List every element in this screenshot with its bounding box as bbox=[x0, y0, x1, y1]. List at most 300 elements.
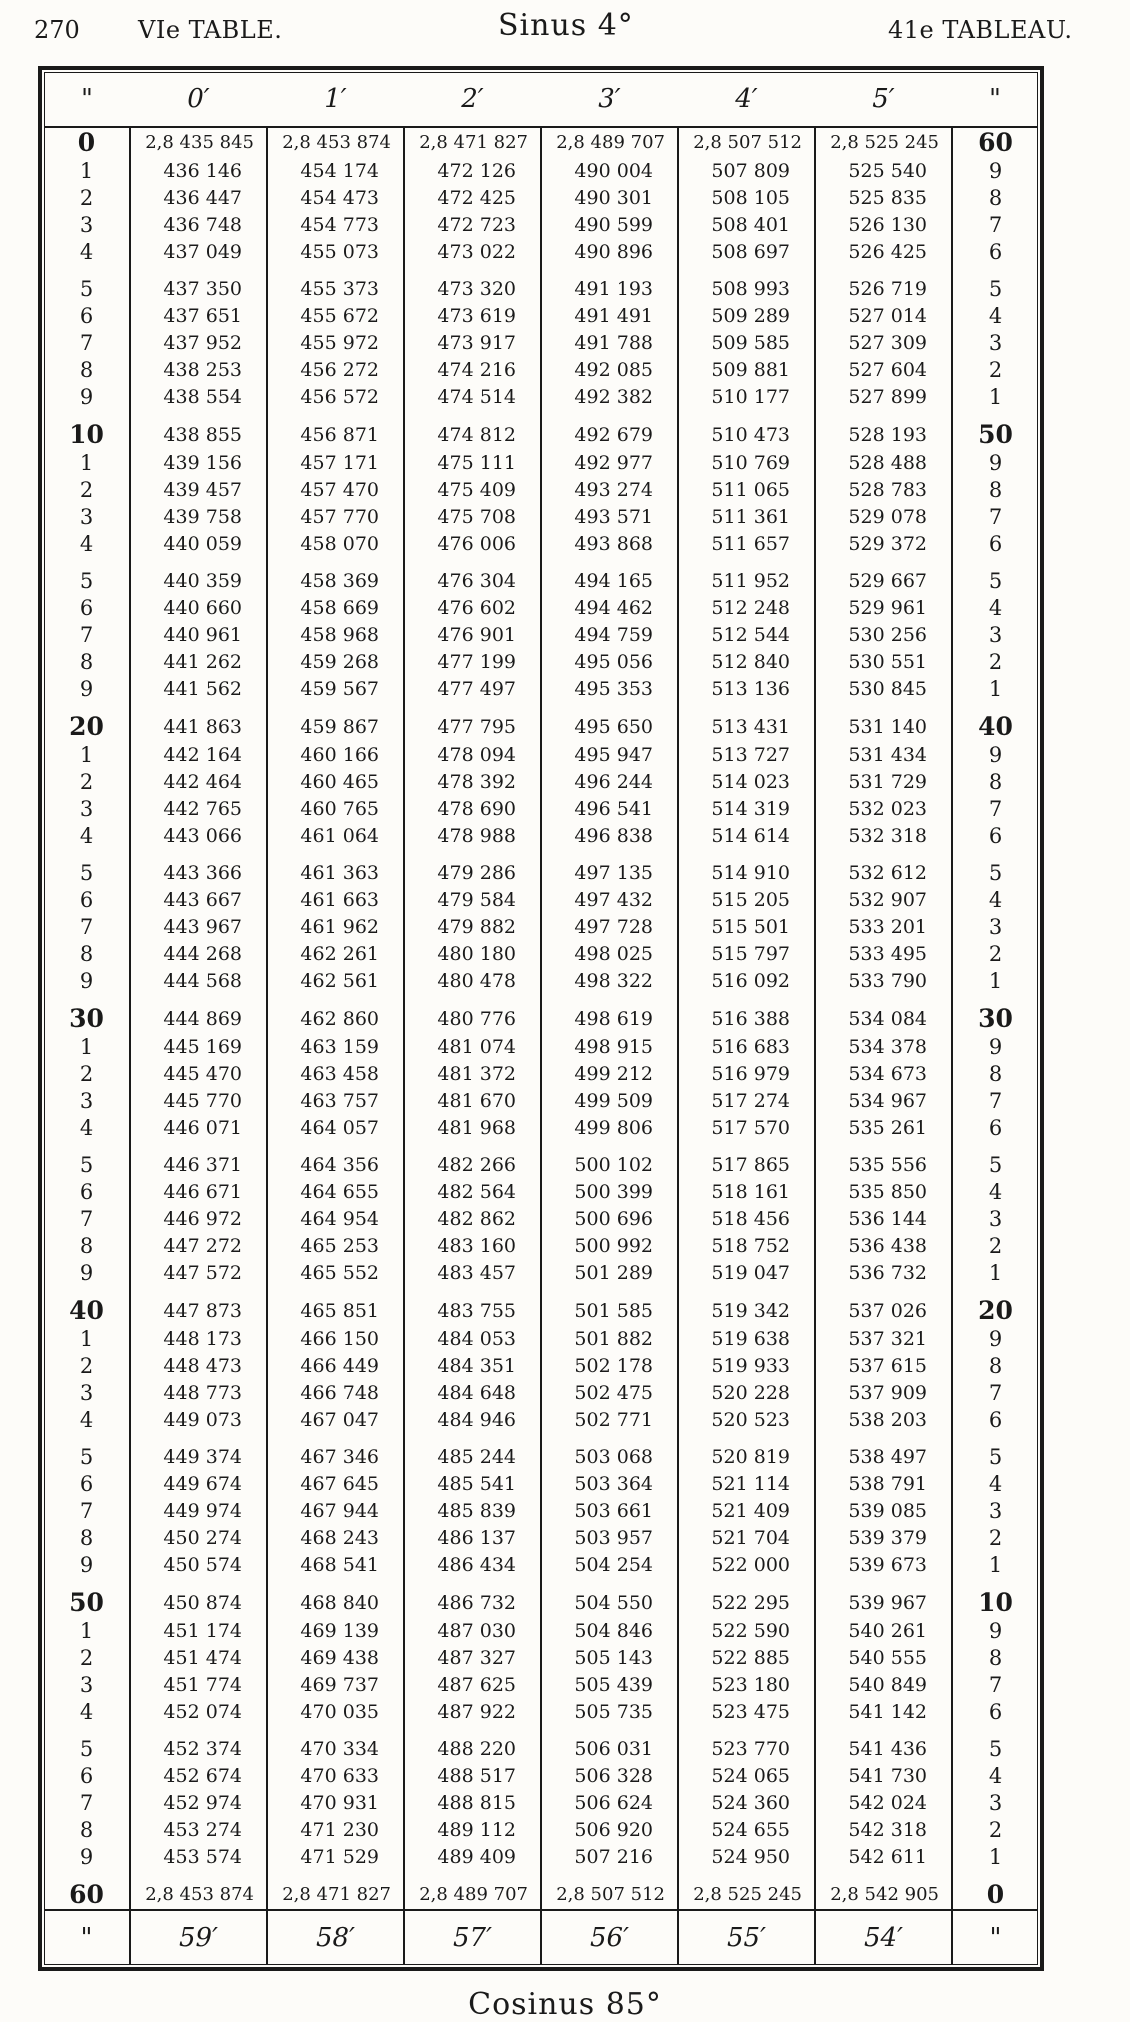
log-value-cell: 476 901 bbox=[404, 621, 541, 648]
log-value-cell: 474 812 bbox=[404, 420, 541, 449]
log-value-cell: 486 732 bbox=[404, 1588, 541, 1617]
log-value-cell: 530 256 bbox=[815, 621, 952, 648]
log-value-cell: 466 150 bbox=[267, 1325, 404, 1352]
log-value-cell: 2,8 507 512 bbox=[678, 127, 815, 157]
log-value-cell: 542 611 bbox=[815, 1843, 952, 1870]
log-value-cell: 443 667 bbox=[130, 886, 267, 913]
log-value-cell: 535 850 bbox=[815, 1178, 952, 1205]
log-value-cell: 512 840 bbox=[678, 648, 815, 675]
log-value-cell: 528 783 bbox=[815, 476, 952, 503]
log-value-cell: 495 353 bbox=[541, 675, 678, 702]
seconds-left-cell: 6 bbox=[79, 303, 94, 328]
log-value-cell: 517 865 bbox=[678, 1151, 815, 1178]
log-value-cell: 439 457 bbox=[130, 476, 267, 503]
log-value-cell: 509 289 bbox=[678, 302, 815, 329]
seconds-right-cell: 6 bbox=[952, 1406, 1038, 1433]
log-value-cell: 485 244 bbox=[404, 1443, 541, 1470]
log-value-cell: 513 431 bbox=[678, 712, 815, 741]
table-row bbox=[44, 184, 1038, 211]
log-value-cell: 512 248 bbox=[678, 594, 815, 621]
log-value-cell: 540 555 bbox=[815, 1644, 952, 1671]
seconds-left-cell: 50 bbox=[69, 1588, 104, 1617]
table-row bbox=[44, 1551, 1038, 1578]
log-value-cell: 455 373 bbox=[267, 275, 404, 302]
log-value-cell: 537 909 bbox=[815, 1379, 952, 1406]
seconds-right-cell: 1 bbox=[952, 675, 1038, 702]
log-value-cell: 506 920 bbox=[541, 1816, 678, 1843]
log-value-cell: 502 178 bbox=[541, 1352, 678, 1379]
log-value-cell: 484 053 bbox=[404, 1325, 541, 1352]
log-value-cell: 446 671 bbox=[130, 1178, 267, 1205]
log-value-cell: 473 022 bbox=[404, 238, 541, 265]
log-value-cell: 2,8 471 827 bbox=[404, 127, 541, 157]
log-value-cell: 511 657 bbox=[678, 530, 815, 557]
log-value-cell: 444 568 bbox=[130, 967, 267, 994]
log-value-cell: 458 968 bbox=[267, 621, 404, 648]
seconds-right-cell: 9 bbox=[952, 157, 1038, 184]
log-value-cell: 539 085 bbox=[815, 1497, 952, 1524]
log-value-cell: 2,8 542 905 bbox=[815, 1880, 952, 1910]
log-value-cell: 437 651 bbox=[130, 302, 267, 329]
log-value-cell: 476 602 bbox=[404, 594, 541, 621]
seconds-left-cell: 1 bbox=[79, 1034, 94, 1059]
seconds-left-cell: 8 bbox=[79, 941, 94, 966]
row-group-gap bbox=[44, 702, 1038, 712]
table-row bbox=[44, 822, 1038, 849]
log-value-cell: 449 073 bbox=[130, 1406, 267, 1433]
log-value-cell: 476 304 bbox=[404, 567, 541, 594]
log-value-cell: 439 156 bbox=[130, 449, 267, 476]
log-value-cell: 2,8 471 827 bbox=[267, 1880, 404, 1910]
log-value-cell: 467 346 bbox=[267, 1443, 404, 1470]
log-value-cell: 534 084 bbox=[815, 1004, 952, 1033]
log-value-cell: 446 371 bbox=[130, 1151, 267, 1178]
log-value-cell: 504 846 bbox=[541, 1617, 678, 1644]
table-row bbox=[44, 675, 1038, 702]
log-value-cell: 520 228 bbox=[678, 1379, 815, 1406]
seconds-left-cell: 1 bbox=[79, 742, 94, 767]
log-value-cell: 448 473 bbox=[130, 1352, 267, 1379]
log-value-cell: 522 885 bbox=[678, 1644, 815, 1671]
log-value-cell: 440 660 bbox=[130, 594, 267, 621]
log-value-cell: 461 663 bbox=[267, 886, 404, 913]
column-footer-row bbox=[44, 1910, 1038, 1965]
log-value-cell: 525 540 bbox=[815, 157, 952, 184]
log-value-cell: 468 541 bbox=[267, 1551, 404, 1578]
log-value-cell: 524 065 bbox=[678, 1762, 815, 1789]
log-value-cell: 480 478 bbox=[404, 967, 541, 994]
seconds-left-cell: 2 bbox=[79, 477, 94, 502]
table-row bbox=[44, 594, 1038, 621]
row-group-gap bbox=[44, 557, 1038, 567]
seconds-left-cell: 3 bbox=[79, 1088, 94, 1113]
log-value-cell: 534 967 bbox=[815, 1087, 952, 1114]
log-value-cell: 456 272 bbox=[267, 356, 404, 383]
log-value-cell: 505 735 bbox=[541, 1698, 678, 1725]
log-value-cell: 533 495 bbox=[815, 940, 952, 967]
table-label: VIe TABLE. bbox=[138, 16, 283, 44]
log-value-cell: 532 318 bbox=[815, 822, 952, 849]
log-value-cell: 446 972 bbox=[130, 1205, 267, 1232]
seconds-left-cell: 2 bbox=[79, 185, 94, 210]
seconds-right-cell: 2 bbox=[952, 356, 1038, 383]
row-group-gap bbox=[44, 1141, 1038, 1151]
log-value-cell: 527 309 bbox=[815, 329, 952, 356]
log-value-cell: 478 094 bbox=[404, 741, 541, 768]
log-value-cell: 495 947 bbox=[541, 741, 678, 768]
table-row bbox=[44, 648, 1038, 675]
log-value-cell: 526 425 bbox=[815, 238, 952, 265]
log-value-cell: 458 669 bbox=[267, 594, 404, 621]
log-value-cell: 500 399 bbox=[541, 1178, 678, 1205]
seconds-left-cell: 10 bbox=[69, 420, 104, 449]
seconds-right-cell: 4 bbox=[952, 302, 1038, 329]
log-value-cell: 542 318 bbox=[815, 1816, 952, 1843]
seconds-right-cell: 6 bbox=[952, 238, 1038, 265]
log-value-cell: 506 031 bbox=[541, 1735, 678, 1762]
log-value-cell: 494 759 bbox=[541, 621, 678, 648]
seconds-left-cell: 9 bbox=[79, 1552, 94, 1577]
log-value-cell: 474 216 bbox=[404, 356, 541, 383]
log-value-cell: 473 320 bbox=[404, 275, 541, 302]
log-value-cell: 514 023 bbox=[678, 768, 815, 795]
log-value-cell: 481 372 bbox=[404, 1060, 541, 1087]
row-group-gap bbox=[44, 1725, 1038, 1735]
log-value-cell: 2,8 525 245 bbox=[678, 1880, 815, 1910]
log-value-cell: 486 434 bbox=[404, 1551, 541, 1578]
log-value-cell: 512 544 bbox=[678, 621, 815, 648]
log-value-cell: 2,8 525 245 bbox=[815, 127, 952, 157]
log-value-cell: 536 732 bbox=[815, 1259, 952, 1286]
log-value-cell: 2,8 453 874 bbox=[130, 1880, 267, 1910]
log-value-cell: 463 458 bbox=[267, 1060, 404, 1087]
seconds-right-cell: 4 bbox=[952, 1178, 1038, 1205]
log-value-cell: 538 497 bbox=[815, 1443, 952, 1470]
seconds-right-cell: 4 bbox=[952, 594, 1038, 621]
log-value-cell: 500 102 bbox=[541, 1151, 678, 1178]
header-minute-2: 2′ bbox=[404, 72, 541, 127]
seconds-left-cell: 1 bbox=[79, 1618, 94, 1643]
log-value-cell: 498 322 bbox=[541, 967, 678, 994]
table-row bbox=[44, 1524, 1038, 1551]
log-value-cell: 541 142 bbox=[815, 1698, 952, 1725]
log-value-cell: 465 253 bbox=[267, 1232, 404, 1259]
log-value-cell: 519 638 bbox=[678, 1325, 815, 1352]
log-value-cell: 437 049 bbox=[130, 238, 267, 265]
log-value-cell: 522 000 bbox=[678, 1551, 815, 1578]
seconds-left-cell: 8 bbox=[79, 1525, 94, 1550]
table-row bbox=[44, 1205, 1038, 1232]
seconds-left-cell: 8 bbox=[79, 649, 94, 674]
seconds-right-cell: 1 bbox=[952, 1551, 1038, 1578]
log-value-cell: 494 462 bbox=[541, 594, 678, 621]
table-row bbox=[44, 1789, 1038, 1816]
row-group-gap bbox=[44, 1433, 1038, 1443]
seconds-right-cell: 6 bbox=[952, 1114, 1038, 1141]
table-row bbox=[44, 530, 1038, 557]
log-value-cell: 497 728 bbox=[541, 913, 678, 940]
footer-minute-1: 58′ bbox=[267, 1910, 404, 1965]
log-value-cell: 528 488 bbox=[815, 449, 952, 476]
log-value-cell: 452 674 bbox=[130, 1762, 267, 1789]
log-value-cell: 438 855 bbox=[130, 420, 267, 449]
seconds-right-cell: 8 bbox=[952, 184, 1038, 211]
seconds-right-cell: 8 bbox=[952, 1644, 1038, 1671]
log-value-cell: 515 797 bbox=[678, 940, 815, 967]
log-value-cell: 510 177 bbox=[678, 383, 815, 410]
log-value-cell: 522 295 bbox=[678, 1588, 815, 1617]
log-value-cell: 463 159 bbox=[267, 1033, 404, 1060]
seconds-left-cell: 8 bbox=[79, 1233, 94, 1258]
log-value-cell: 469 438 bbox=[267, 1644, 404, 1671]
log-value-cell: 440 359 bbox=[130, 567, 267, 594]
log-value-cell: 468 840 bbox=[267, 1588, 404, 1617]
log-value-cell: 493 274 bbox=[541, 476, 678, 503]
seconds-right-cell: 30 bbox=[952, 1004, 1038, 1033]
log-value-cell: 482 564 bbox=[404, 1178, 541, 1205]
log-value-cell: 509 585 bbox=[678, 329, 815, 356]
table-row bbox=[44, 302, 1038, 329]
seconds-left-cell: 8 bbox=[79, 1817, 94, 1842]
log-value-cell: 470 334 bbox=[267, 1735, 404, 1762]
seconds-left-cell: 5 bbox=[79, 568, 94, 593]
log-value-cell: 455 972 bbox=[267, 329, 404, 356]
seconds-right-cell: 2 bbox=[952, 940, 1038, 967]
table-row bbox=[44, 795, 1038, 822]
header-seconds-left: " bbox=[44, 72, 130, 127]
footer-minute-2: 57′ bbox=[404, 1910, 541, 1965]
seconds-left-cell: 5 bbox=[79, 1152, 94, 1177]
log-value-cell: 450 874 bbox=[130, 1588, 267, 1617]
log-value-cell: 484 351 bbox=[404, 1352, 541, 1379]
log-value-cell: 499 806 bbox=[541, 1114, 678, 1141]
table-row bbox=[44, 859, 1038, 886]
seconds-left-cell: 5 bbox=[79, 860, 94, 885]
seconds-right-cell: 1 bbox=[952, 1843, 1038, 1870]
log-value-cell: 535 261 bbox=[815, 1114, 952, 1141]
table-row bbox=[44, 449, 1038, 476]
log-value-cell: 516 979 bbox=[678, 1060, 815, 1087]
log-value-cell: 492 085 bbox=[541, 356, 678, 383]
log-value-cell: 486 137 bbox=[404, 1524, 541, 1551]
seconds-right-cell: 9 bbox=[952, 1617, 1038, 1644]
log-value-cell: 460 166 bbox=[267, 741, 404, 768]
log-value-cell: 532 907 bbox=[815, 886, 952, 913]
log-value-cell: 531 729 bbox=[815, 768, 952, 795]
log-value-cell: 533 201 bbox=[815, 913, 952, 940]
footer-minute-0: 59′ bbox=[130, 1910, 267, 1965]
seconds-right-cell: 6 bbox=[952, 822, 1038, 849]
log-value-cell: 472 723 bbox=[404, 211, 541, 238]
log-value-cell: 470 035 bbox=[267, 1698, 404, 1725]
seconds-right-cell: 5 bbox=[952, 1443, 1038, 1470]
log-value-cell: 478 988 bbox=[404, 822, 541, 849]
table-row bbox=[44, 211, 1038, 238]
table-row bbox=[44, 1880, 1038, 1910]
log-value-cell: 506 328 bbox=[541, 1762, 678, 1789]
seconds-left-cell: 6 bbox=[79, 1179, 94, 1204]
log-value-cell: 455 672 bbox=[267, 302, 404, 329]
log-value-cell: 449 374 bbox=[130, 1443, 267, 1470]
log-value-cell: 489 112 bbox=[404, 1816, 541, 1843]
log-value-cell: 511 065 bbox=[678, 476, 815, 503]
log-value-cell: 502 475 bbox=[541, 1379, 678, 1406]
log-value-cell: 464 356 bbox=[267, 1151, 404, 1178]
seconds-left-cell: 7 bbox=[79, 622, 94, 647]
table-row bbox=[44, 886, 1038, 913]
log-value-cell: 450 274 bbox=[130, 1524, 267, 1551]
log-value-cell: 524 360 bbox=[678, 1789, 815, 1816]
log-value-cell: 503 068 bbox=[541, 1443, 678, 1470]
log-value-cell: 452 074 bbox=[130, 1698, 267, 1725]
row-group-gap bbox=[44, 849, 1038, 859]
log-value-cell: 492 679 bbox=[541, 420, 678, 449]
log-value-cell: 475 708 bbox=[404, 503, 541, 530]
log-value-cell: 516 683 bbox=[678, 1033, 815, 1060]
seconds-right-cell: 3 bbox=[952, 913, 1038, 940]
seconds-right-cell: 9 bbox=[952, 1325, 1038, 1352]
log-value-cell: 505 143 bbox=[541, 1644, 678, 1671]
log-value-cell: 468 243 bbox=[267, 1524, 404, 1551]
log-value-cell: 500 992 bbox=[541, 1232, 678, 1259]
log-value-cell: 443 366 bbox=[130, 859, 267, 886]
seconds-left-cell: 7 bbox=[79, 1498, 94, 1523]
seconds-left-cell: 6 bbox=[79, 595, 94, 620]
log-value-cell: 447 272 bbox=[130, 1232, 267, 1259]
seconds-left-cell: 5 bbox=[79, 1736, 94, 1761]
table-row bbox=[44, 1114, 1038, 1141]
log-value-cell: 513 727 bbox=[678, 741, 815, 768]
seconds-right-cell: 4 bbox=[952, 1470, 1038, 1497]
log-value-cell: 526 130 bbox=[815, 211, 952, 238]
header-minute-0: 0′ bbox=[130, 72, 267, 127]
log-value-cell: 490 004 bbox=[541, 157, 678, 184]
table-row bbox=[44, 1033, 1038, 1060]
seconds-left-cell: 1 bbox=[79, 450, 94, 475]
log-value-cell: 441 562 bbox=[130, 675, 267, 702]
log-value-cell: 439 758 bbox=[130, 503, 267, 530]
seconds-right-cell: 3 bbox=[952, 1789, 1038, 1816]
log-value-cell: 497 135 bbox=[541, 859, 678, 886]
seconds-left-cell: 4 bbox=[79, 823, 94, 848]
log-value-cell: 478 392 bbox=[404, 768, 541, 795]
log-value-cell: 508 105 bbox=[678, 184, 815, 211]
header-minute-4: 4′ bbox=[678, 72, 815, 127]
log-value-cell: 523 475 bbox=[678, 1698, 815, 1725]
log-value-cell: 457 470 bbox=[267, 476, 404, 503]
seconds-left-cell: 1 bbox=[79, 158, 94, 183]
log-value-cell: 436 748 bbox=[130, 211, 267, 238]
table-row bbox=[44, 967, 1038, 994]
seconds-right-cell: 1 bbox=[952, 383, 1038, 410]
log-value-cell: 493 571 bbox=[541, 503, 678, 530]
log-value-cell: 441 863 bbox=[130, 712, 267, 741]
log-value-cell: 513 136 bbox=[678, 675, 815, 702]
seconds-right-cell: 7 bbox=[952, 503, 1038, 530]
seconds-right-cell: 8 bbox=[952, 768, 1038, 795]
seconds-left-cell: 3 bbox=[79, 212, 94, 237]
seconds-right-cell: 7 bbox=[952, 1671, 1038, 1698]
log-value-cell: 459 268 bbox=[267, 648, 404, 675]
log-value-cell: 538 203 bbox=[815, 1406, 952, 1433]
seconds-left-cell: 1 bbox=[79, 1326, 94, 1351]
row-group-gap bbox=[44, 265, 1038, 275]
log-value-cell: 449 674 bbox=[130, 1470, 267, 1497]
seconds-left-cell: 2 bbox=[79, 1645, 94, 1670]
log-value-cell: 503 661 bbox=[541, 1497, 678, 1524]
table-row bbox=[44, 1762, 1038, 1789]
table-row bbox=[44, 567, 1038, 594]
log-value-cell: 488 220 bbox=[404, 1735, 541, 1762]
log-value-cell: 442 164 bbox=[130, 741, 267, 768]
footer-seconds-right: " bbox=[952, 1910, 1038, 1965]
log-value-cell: 457 770 bbox=[267, 503, 404, 530]
log-value-cell: 529 667 bbox=[815, 567, 952, 594]
table-row bbox=[44, 1406, 1038, 1433]
footer-minute-5: 54′ bbox=[815, 1910, 952, 1965]
table-row bbox=[44, 1443, 1038, 1470]
log-value-cell: 451 174 bbox=[130, 1617, 267, 1644]
log-value-cell: 444 268 bbox=[130, 940, 267, 967]
log-value-cell: 482 266 bbox=[404, 1151, 541, 1178]
table-row bbox=[44, 157, 1038, 184]
log-value-cell: 498 619 bbox=[541, 1004, 678, 1033]
log-value-cell: 531 434 bbox=[815, 741, 952, 768]
table-row bbox=[44, 420, 1038, 449]
footer-minute-3: 56′ bbox=[541, 1910, 678, 1965]
log-value-cell: 539 379 bbox=[815, 1524, 952, 1551]
log-value-cell: 454 473 bbox=[267, 184, 404, 211]
log-value-cell: 525 835 bbox=[815, 184, 952, 211]
log-value-cell: 517 570 bbox=[678, 1114, 815, 1141]
log-value-cell: 529 078 bbox=[815, 503, 952, 530]
log-value-cell: 449 974 bbox=[130, 1497, 267, 1524]
header-minute-1: 1′ bbox=[267, 72, 404, 127]
log-value-cell: 472 425 bbox=[404, 184, 541, 211]
table-row bbox=[44, 1259, 1038, 1286]
table-row bbox=[44, 1232, 1038, 1259]
log-value-cell: 537 321 bbox=[815, 1325, 952, 1352]
log-value-cell: 442 464 bbox=[130, 768, 267, 795]
log-value-cell: 2,8 489 707 bbox=[541, 127, 678, 157]
log-value-cell: 535 556 bbox=[815, 1151, 952, 1178]
table-row bbox=[44, 1325, 1038, 1352]
log-value-cell: 521 704 bbox=[678, 1524, 815, 1551]
seconds-left-cell: 3 bbox=[79, 1672, 94, 1697]
tableau-label: 41e TABLEAU. bbox=[888, 16, 1073, 44]
log-value-cell: 509 881 bbox=[678, 356, 815, 383]
log-value-cell: 482 862 bbox=[404, 1205, 541, 1232]
table-row bbox=[44, 275, 1038, 302]
log-value-cell: 490 599 bbox=[541, 211, 678, 238]
log-value-cell: 453 574 bbox=[130, 1843, 267, 1870]
log-value-cell: 438 253 bbox=[130, 356, 267, 383]
table-row bbox=[44, 940, 1038, 967]
log-value-cell: 460 765 bbox=[267, 795, 404, 822]
log-value-cell: 452 974 bbox=[130, 1789, 267, 1816]
table-row bbox=[44, 329, 1038, 356]
seconds-right-cell: 9 bbox=[952, 1033, 1038, 1060]
log-value-cell: 531 140 bbox=[815, 712, 952, 741]
table-row bbox=[44, 1004, 1038, 1033]
log-value-cell: 437 952 bbox=[130, 329, 267, 356]
log-value-cell: 447 873 bbox=[130, 1296, 267, 1325]
log-value-cell: 452 374 bbox=[130, 1735, 267, 1762]
log-value-cell: 497 432 bbox=[541, 886, 678, 913]
seconds-right-cell: 7 bbox=[952, 795, 1038, 822]
log-value-cell: 534 673 bbox=[815, 1060, 952, 1087]
log-value-cell: 474 514 bbox=[404, 383, 541, 410]
